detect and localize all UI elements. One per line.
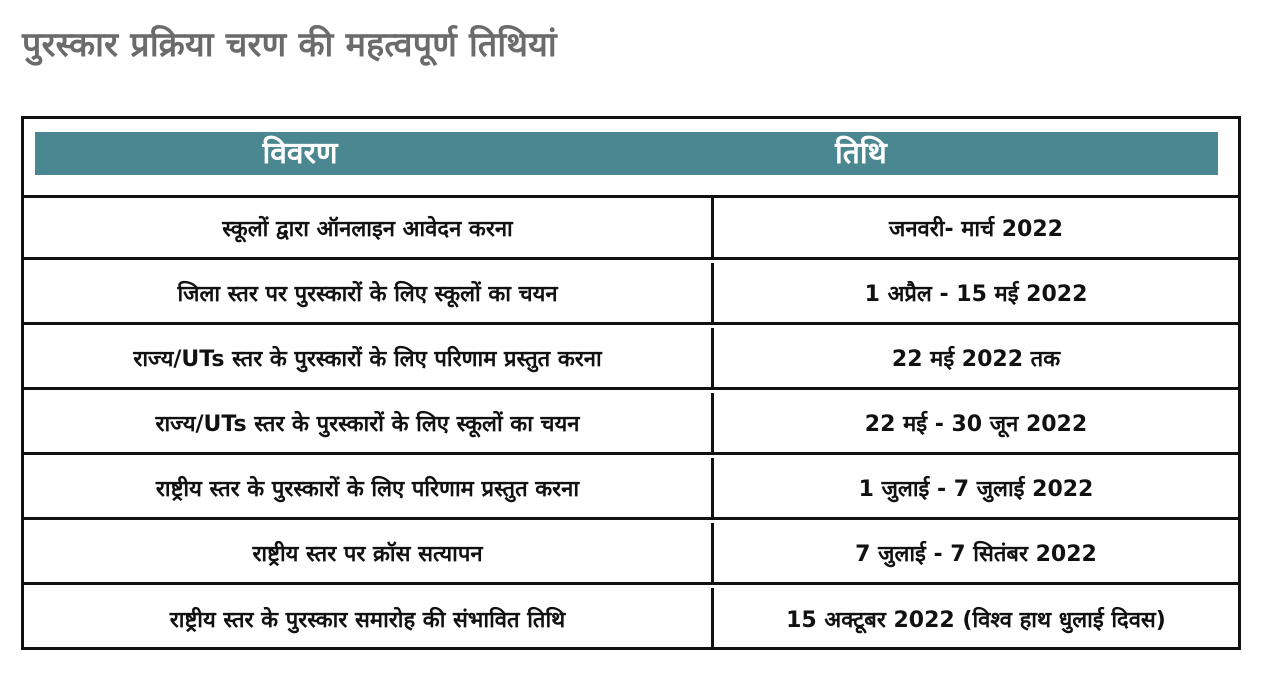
dates-table [21,116,1241,650]
header-description: विवरण [262,135,338,171]
table-row [24,393,1238,455]
row-date: जनवरी- मार्च 2022 [889,216,1063,242]
table-header-area [24,119,1238,198]
row-description: जिला स्तर पर पुरस्कारों के लिए स्कूलों का चयन [24,263,714,322]
page-title: पुरस्कार प्रक्रिया चरण की महत्वपूर्ण तिथियां [22,25,557,65]
row-description: राज्य/UTs स्तर के पुरस्कारों के लिए स्कूलों का चयन [24,393,714,452]
row-description: राष्ट्रीय स्तर के पुरस्कार समारोह की संभावित तिथि [24,588,714,650]
row-description: राज्य/UTs स्तर के पुरस्कारों के लिए परिणाम प्रस्तुत करना [24,328,714,387]
row-description: स्कूलों द्वारा ऑनलाइन आवेदन करना [24,198,714,257]
row-date: 15 अक्टूबर 2022 (विश्व हाथ धुलाई दिवस) [786,608,1166,633]
row-date: 7 जुलाई - 7 सितंबर 2022 [855,541,1097,567]
table-body [24,198,1238,650]
table-row [24,263,1238,325]
table-row [24,328,1238,390]
row-description: राष्ट्रीय स्तर के पुरस्कारों के लिए परिणाम प्रस्तुत करना [24,458,714,517]
table-row [24,198,1238,260]
row-date: 22 मई - 30 जून 2022 [864,411,1088,437]
row-description: राष्ट्रीय स्तर पर क्रॉस सत्यापन [24,523,714,582]
table-row [24,458,1238,520]
row-date: 1 जुलाई - 7 जुलाई 2022 [858,476,1094,502]
row-date: 22 मई 2022 तक [891,346,1061,372]
table-row [24,523,1238,585]
header-date: तिथि [835,135,887,171]
table-header-band [35,132,1218,175]
row-date: 1 अप्रैल - 15 मई 2022 [864,281,1088,307]
table-row [24,588,1238,650]
